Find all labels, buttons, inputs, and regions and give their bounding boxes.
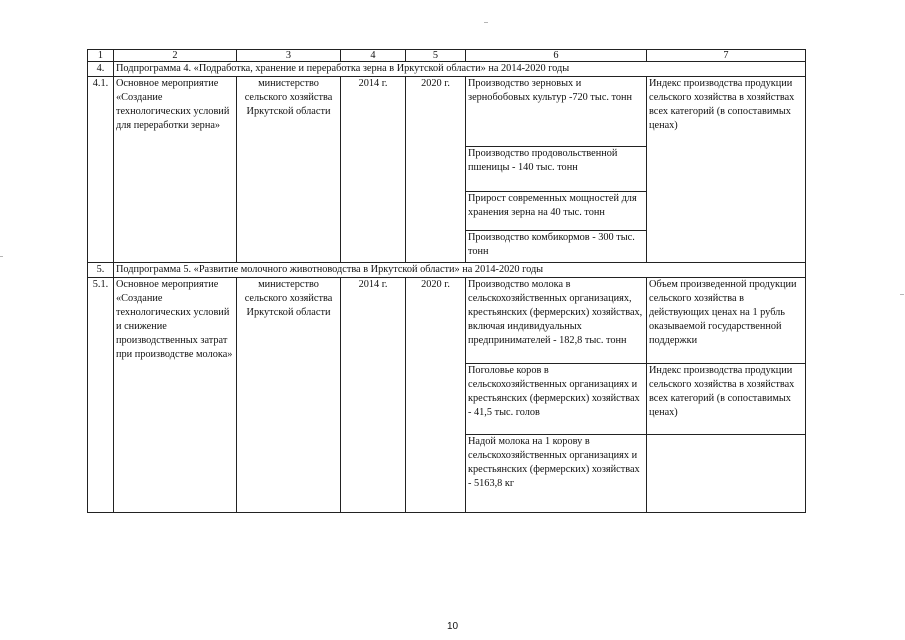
result-cell: Производство молока в сельскохозяйственных организациях, крестьянских (фермерских) хозяйствах, включая индивидуальных предпринимателей - 182,8 тыс. тонн	[466, 278, 647, 364]
item-row-4-1-a	[88, 77, 806, 147]
page-number: 10	[446, 621, 459, 632]
indicator-cell-empty	[647, 435, 806, 513]
col-number-1: 1	[88, 50, 114, 62]
col-number-3: 3	[237, 50, 341, 62]
scan-mark-top	[484, 22, 488, 23]
indicator-cell: Объем произведенной продукции сельского хозяйства в действующих ценах на 1 рубль оказываемой государственной поддержки	[647, 278, 806, 364]
item-end: 2020 г.	[406, 77, 466, 263]
item-start: 2014 г.	[341, 77, 406, 263]
result-cell: Прирост современных мощностей для хранения зерна на 40 тыс. тонн	[466, 192, 647, 231]
result-cell: Производство комбикормов - 300 тыс. тонн	[466, 231, 647, 263]
program-table	[87, 49, 806, 513]
item-name: Основное мероприятие «Создание технологических условий для переработки зерна»	[114, 77, 237, 263]
col-number-2: 2	[114, 50, 237, 62]
item-end: 2020 г.	[406, 278, 466, 513]
col-number-4: 4	[341, 50, 406, 62]
result-cell: Производство зерновых и зернобобовых культур -720 тыс. тонн	[466, 77, 647, 147]
scan-mark-left	[0, 256, 3, 257]
item-start: 2014 г.	[341, 278, 406, 513]
result-cell: Надой молока на 1 корову в сельскохозяйственных организациях и крестьянских (фермерских) хозяйствах - 5163,8 кг	[466, 435, 647, 513]
section-number: 5.	[88, 263, 114, 278]
col-number-6: 6	[466, 50, 647, 62]
item-executor: министерство сельского хозяйства Иркутской области	[237, 278, 341, 513]
item-name: Основное мероприятие «Создание технологических условий и снижение производственных затрат при производстве молока»	[114, 278, 237, 513]
item-row-5-1-a	[88, 278, 806, 364]
section-number: 4.	[88, 62, 114, 77]
result-cell: Поголовье коров в сельскохозяйственных организациях и крестьянских (фермерских) хозяйствах - 41,5 тыс. голов	[466, 364, 647, 435]
item-executor: министерство сельского хозяйства Иркутской области	[237, 77, 341, 263]
col-number-7: 7	[647, 50, 806, 62]
column-number-row	[88, 50, 806, 62]
section-row-5	[88, 263, 806, 278]
section-title: Подпрограмма 4. «Подработка, хранение и переработка зерна в Иркутской области» на 2014-2020 годы	[114, 62, 806, 77]
item-number: 5.1.	[88, 278, 114, 513]
section-row-4	[88, 62, 806, 77]
item-number: 4.1.	[88, 77, 114, 263]
scan-mark-right	[900, 294, 904, 295]
col-number-5: 5	[406, 50, 466, 62]
indicator-cell: Индекс производства продукции сельского хозяйства в хозяйствах всех категорий (в сопоставимых ценах)	[647, 364, 806, 435]
indicator-cell: Индекс производства продукции сельского хозяйства в хозяйствах всех категорий (в сопоставимых ценах)	[647, 77, 806, 263]
section-title: Подпрограмма 5. «Развитие молочного животноводства в Иркутской области» на 2014-2020 годы	[114, 263, 806, 278]
result-cell: Производство продовольственной пшеницы - 140 тыс. тонн	[466, 147, 647, 192]
